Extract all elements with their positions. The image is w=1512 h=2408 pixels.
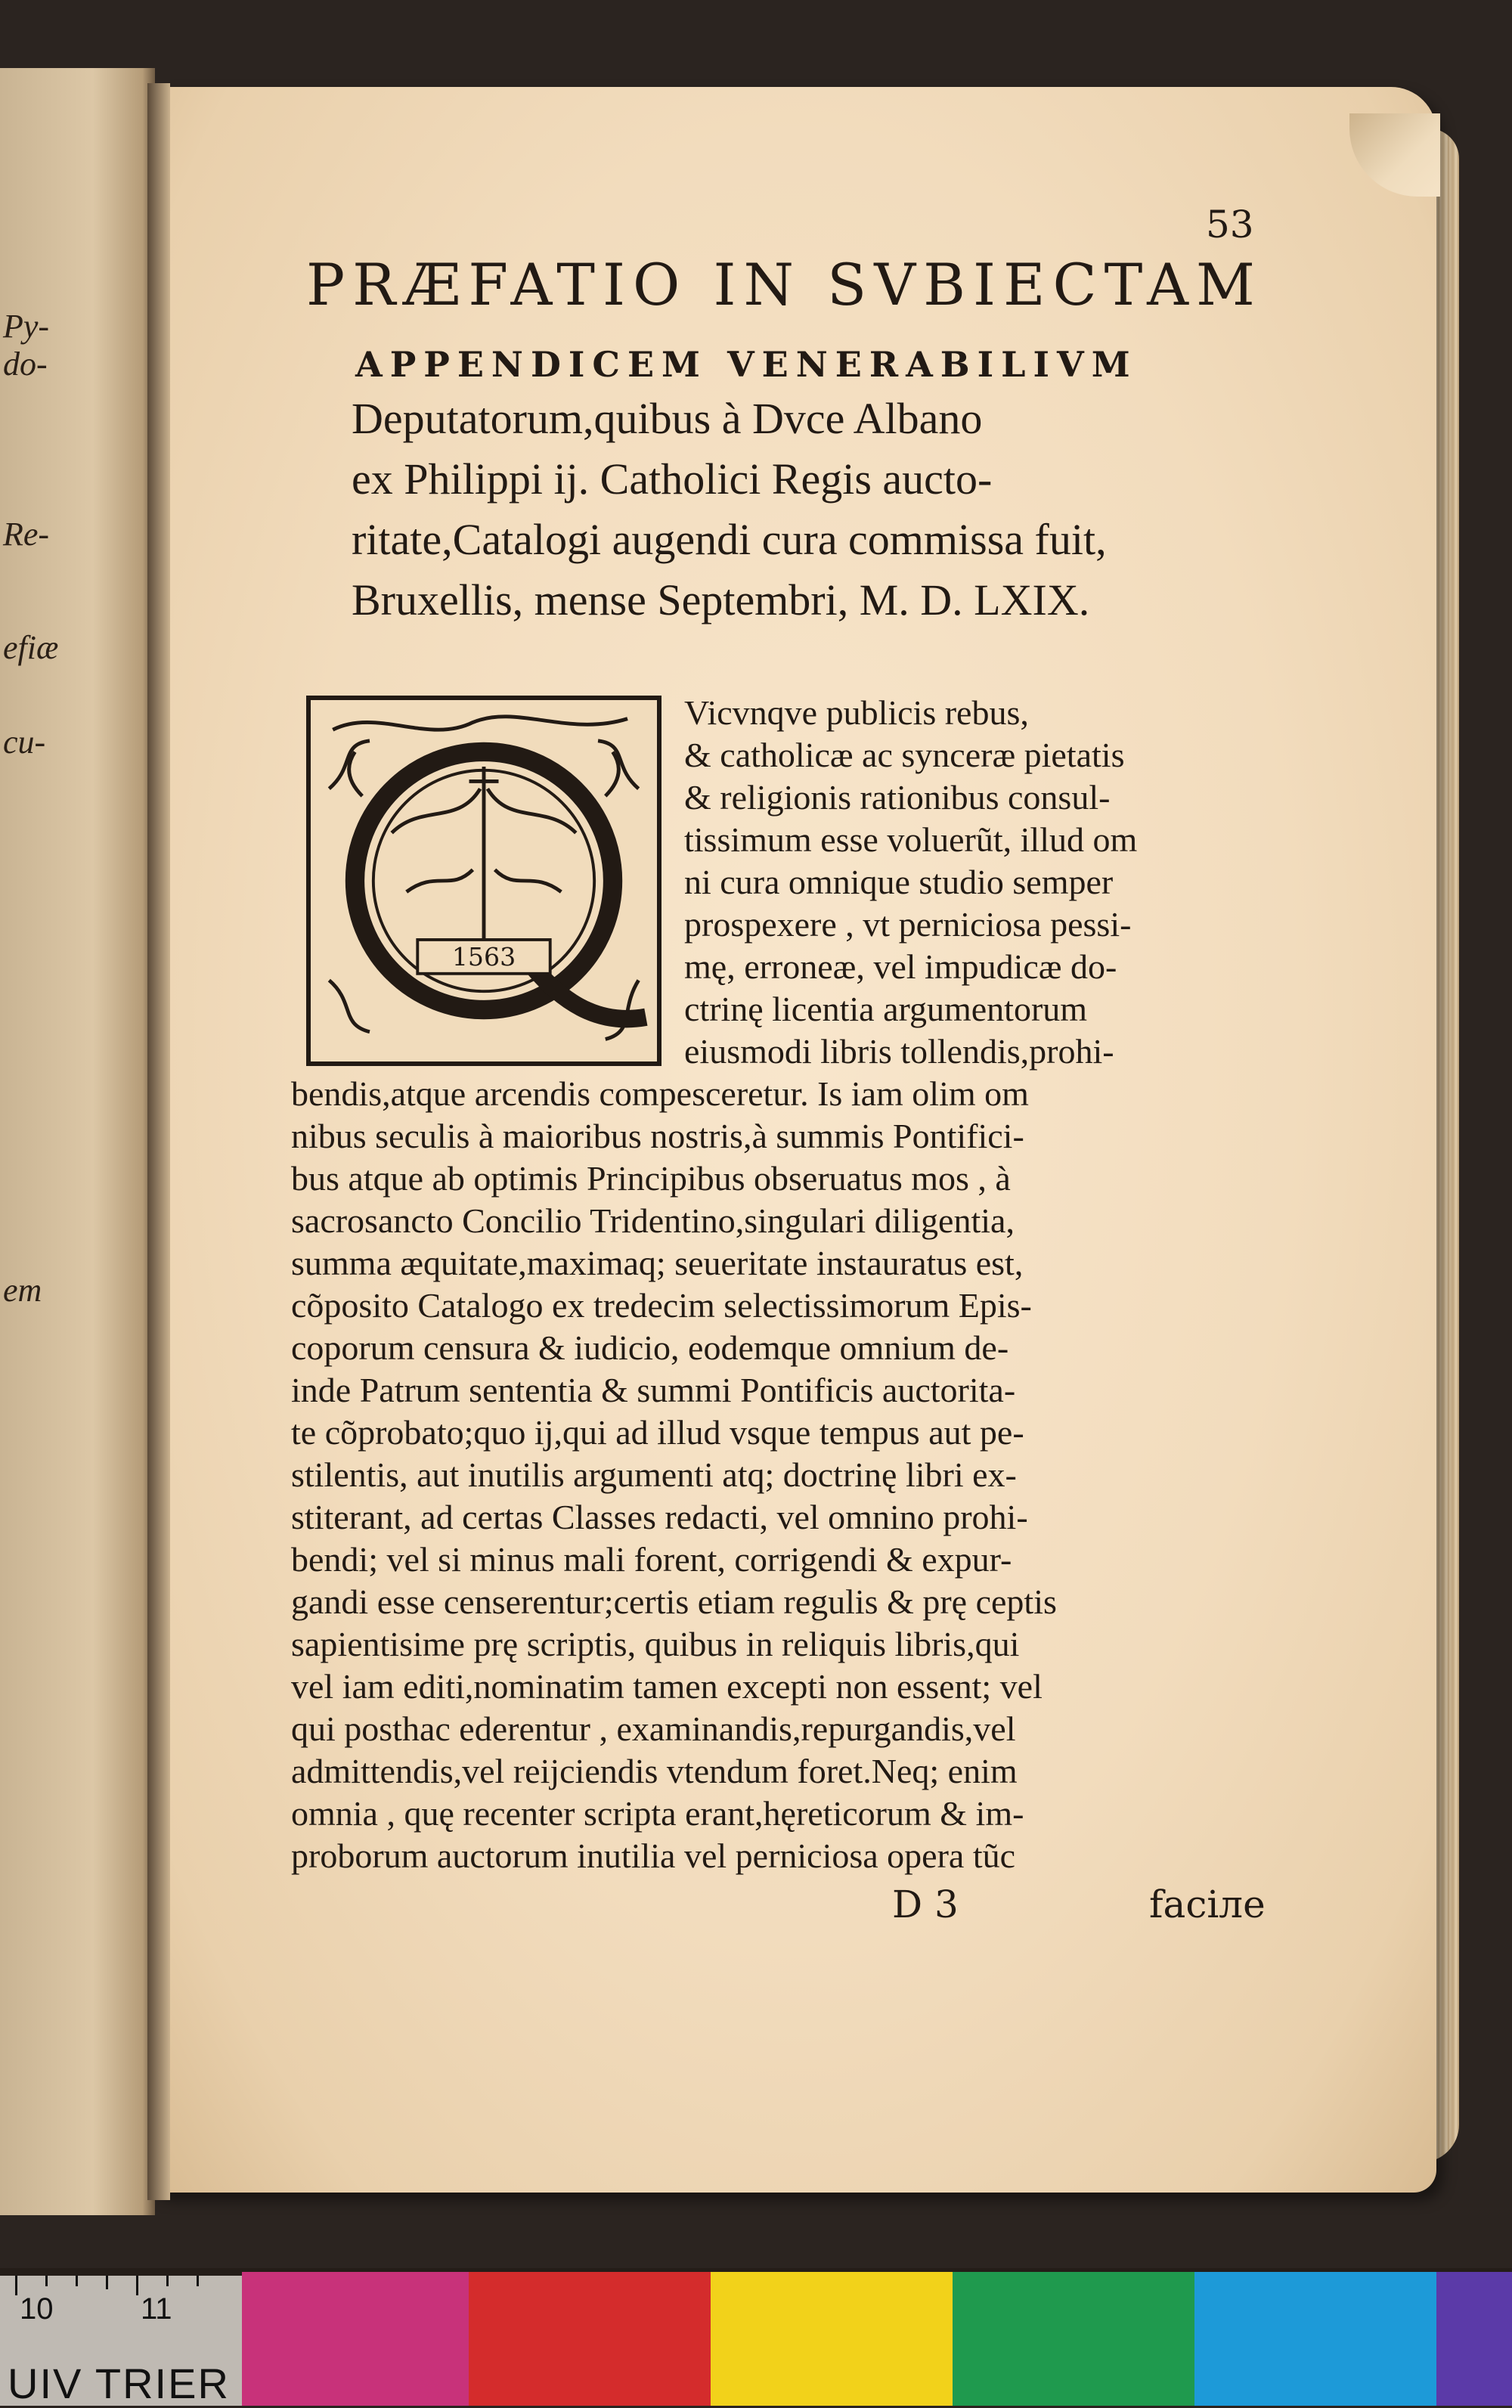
body-line: cõposito Catalogo ex tredecim selectissimorum Epis- <box>291 1286 1032 1325</box>
body-line: vel iam editi,nominatim tamen excepti non essent; vel <box>291 1667 1043 1706</box>
color-swatch-red <box>469 2272 711 2406</box>
left-fragment: efiæ <box>3 629 59 666</box>
left-fragment: Py- <box>3 308 50 345</box>
body-line: bus atque ab optimis Principibus obseruatus mos , à <box>291 1159 1011 1198</box>
page-title: PRÆFATIO IN SVBIECTAM <box>306 251 1263 318</box>
body-line: inde Patrum sententia & summi Pontificis auctorita- <box>291 1371 1016 1409</box>
drop-line: ni cura omnique studio semper <box>684 863 1114 901</box>
drop-line: eiusmodi libris tollendis,prohi- <box>684 1032 1114 1071</box>
catchword: faciле <box>1149 1883 1266 1926</box>
page-title-second-line: APPENDICEM VENERABILIVM <box>355 344 1138 385</box>
drop-line: Vicvnqve publicis rebus, <box>684 693 1029 732</box>
ruler-label: UIV TRIER <box>8 2360 230 2407</box>
subtitle-line: Bruxellis, mense Septembri, M. D. LXIX. <box>352 575 1090 624</box>
drop-line: & catholicæ ac synceræ pietatis <box>684 736 1125 774</box>
body-line: bendi; vel si minus mali forent, corrigendi & expur- <box>291 1540 1012 1579</box>
drop-line: ctrinę licentia argumentorum <box>684 990 1088 1028</box>
left-fragment: Re- <box>3 516 50 553</box>
initial-date-label: 1563 <box>451 942 516 972</box>
ornament-initial-icon <box>311 700 657 1061</box>
ruler-tick <box>197 2276 199 2286</box>
body-line: summa æquitate,maximaq; seueritate instauratus est, <box>291 1244 1024 1282</box>
drop-line: prospexere , vt perniciosa pessi- <box>684 905 1132 944</box>
ruler-tick <box>15 2276 17 2295</box>
subtitle-line: Deputatorum,quibus à Dvce Albano <box>352 394 983 443</box>
left-fragment: cu- <box>3 724 46 761</box>
body-line: proborum auctorum inutilia vel perniciosa opera tũc <box>291 1836 1016 1875</box>
color-swatch-green <box>953 2272 1194 2406</box>
body-line: stilentis, aut inutilis argumenti atq; doctrinę libri ex- <box>291 1455 1017 1494</box>
body-line: coporum censura & iudicio, eodemque omnium de- <box>291 1328 1009 1367</box>
left-fragment: em <box>3 1272 42 1309</box>
subtitle-line: ex Philippi ij. Catholici Regis aucto- <box>352 454 993 504</box>
body-line: nibus seculis à maioribus nostris,à summis Pontifici- <box>291 1117 1024 1155</box>
body-line: omnia , quę recenter scripta erant,hęreticorum & im- <box>291 1794 1024 1833</box>
drop-line: mę, erroneæ, vel impudicæ do- <box>684 947 1117 986</box>
ruler-number: 10 <box>20 2292 54 2326</box>
ruler-number: 11 <box>141 2292 172 2326</box>
ruler-tick <box>106 2276 108 2289</box>
color-swatch-cyan <box>1194 2272 1436 2406</box>
drop-line: tissimum esse voluerũt, illud om <box>684 820 1138 859</box>
page-number: 53 <box>1206 203 1254 246</box>
color-swatch-violet <box>1436 2272 1512 2406</box>
body-line: gandi esse censerentur;certis etiam regulis & prę ceptis <box>291 1582 1057 1621</box>
color-swatch-yellow <box>711 2272 953 2406</box>
ruler-tick <box>136 2276 138 2295</box>
initial-letter: Q <box>316 738 318 739</box>
body-line: sapientisime prę scriptis, quibus in reliquis libris,qui <box>291 1625 1020 1663</box>
left-page-edge <box>0 68 155 2215</box>
subtitle-line: ritate,Catalogi augendi cura commissa fuit, <box>352 515 1107 564</box>
body-line: bendis,atque arcendis compesceretur. Is iam olim om <box>291 1074 1029 1113</box>
body-line: stiterant, ad certas Classes redacti, vel omnino prohi- <box>291 1498 1028 1536</box>
measurement-ruler <box>0 2276 242 2406</box>
color-swatch-magenta <box>242 2272 469 2406</box>
book-gutter <box>147 83 170 2200</box>
ruler-tick <box>166 2276 169 2286</box>
body-line: qui posthac ederentur , examinandis,repurgandis,vel <box>291 1709 1016 1748</box>
body-line: te cõprobato;quo ij,qui ad illud vsque tempus aut pe- <box>291 1413 1024 1452</box>
left-page-fragments <box>0 68 155 2215</box>
body-line: sacrosancto Concilio Tridentino,singulari diligentia, <box>291 1201 1015 1240</box>
drop-line: & religionis rationibus consul- <box>684 778 1111 817</box>
ruler-tick <box>76 2276 78 2286</box>
ruler-tick <box>45 2276 48 2286</box>
body-line: admittendis,vel reijciendis vtendum foret.Neq; enim <box>291 1752 1018 1790</box>
signature-mark: D 3 <box>892 1883 959 1926</box>
left-fragment: do- <box>3 346 48 383</box>
decorated-initial-q <box>306 696 662 1066</box>
